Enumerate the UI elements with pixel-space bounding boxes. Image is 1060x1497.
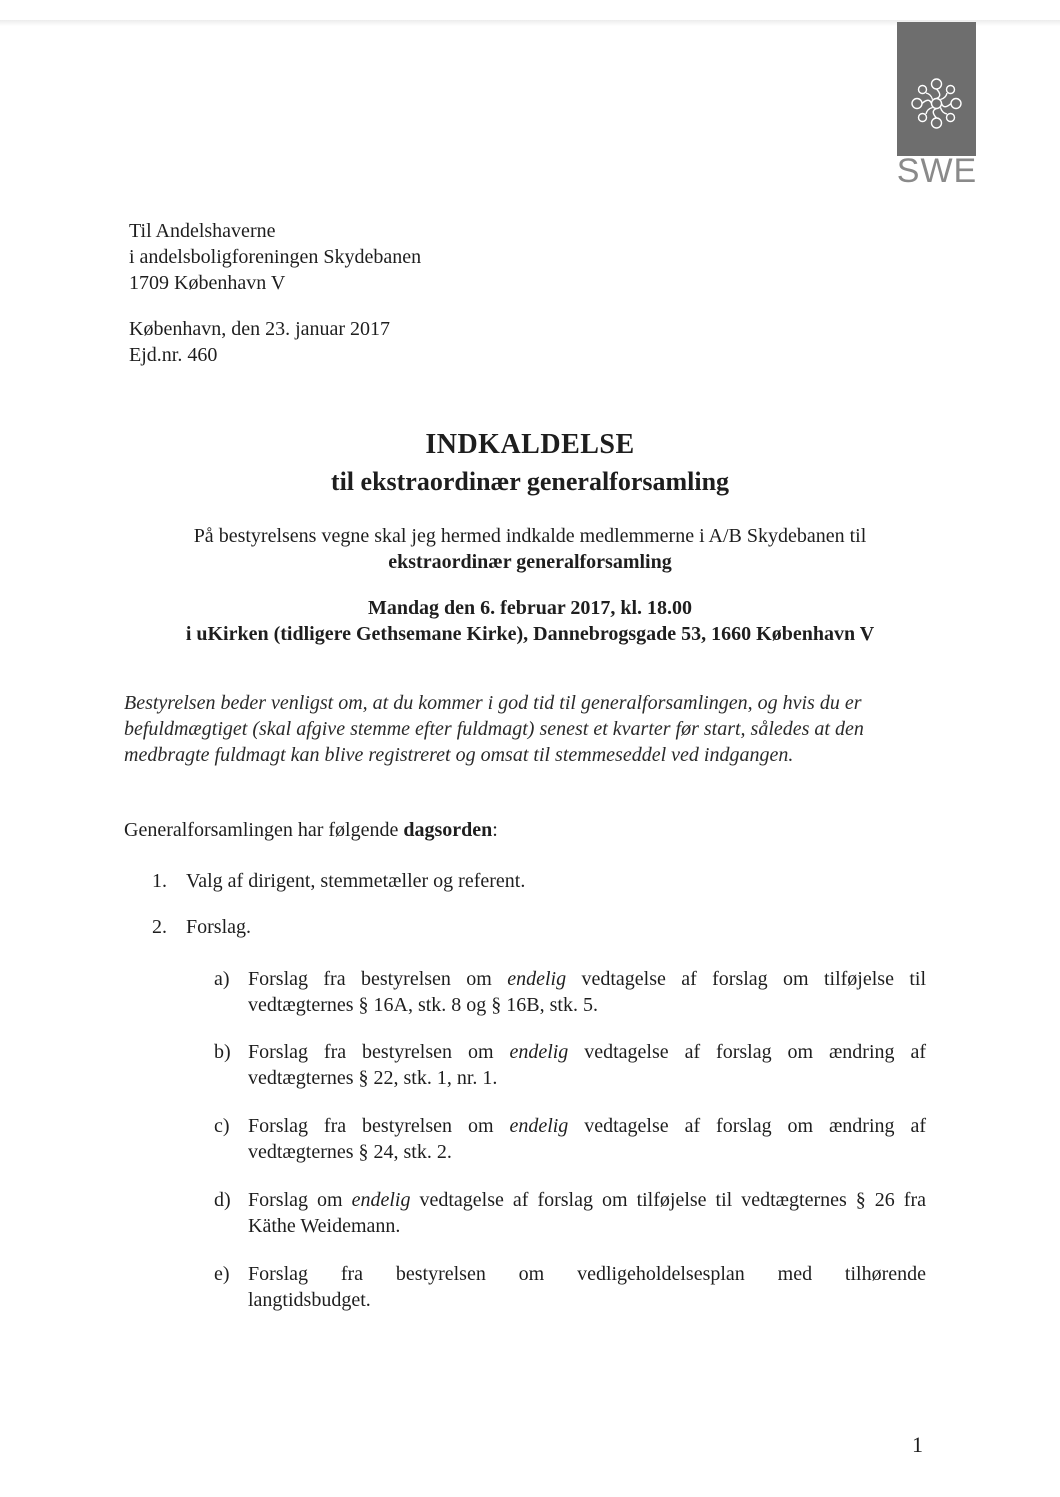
agenda-item-text: Valg af dirigent, stemmetæller og referent. [186, 870, 526, 892]
agenda-item [152, 914, 251, 940]
subitem-text: vedtagelse af forslag om ændring af [568, 1041, 926, 1063]
address-line: Til Andelshaverne [129, 220, 276, 242]
agenda-subitem [214, 1261, 926, 1313]
subitem-line [248, 966, 926, 992]
agenda-subitem [214, 966, 926, 1018]
subitem-line [248, 1187, 926, 1213]
address-line: 1709 København V [129, 272, 286, 294]
address-line: i andelsboligforeningen Skydebanen [129, 246, 422, 268]
intro-paragraph [0, 523, 1060, 575]
date-line: København, den 23. januar 2017 [129, 318, 391, 340]
subitem-text: Forslag fra bestyrelsen om [248, 968, 508, 990]
logo-text: SWE [896, 152, 978, 190]
subitem-letter: a) [214, 968, 230, 990]
subitem-line: vedtægternes § 22, stk. 1, nr. 1. [248, 1067, 498, 1089]
subitem-line: Käthe Weidemann. [248, 1215, 401, 1237]
date-block [129, 316, 390, 368]
agenda-item [152, 868, 525, 894]
subitem-emphasis: endelig [507, 968, 567, 990]
notice-line: medbragte fuldmagt kan blive registreret og omsat til stemmeseddel ved indgangen. [124, 744, 794, 766]
subitem-line [248, 1039, 926, 1065]
subitem-text: Forslag fra bestyrelsen om [248, 1041, 510, 1063]
meeting-datetime: Mandag den 6. februar 2017, kl. 18.00 [367, 597, 693, 619]
agenda-item-number: 1. [152, 870, 167, 892]
agenda-item-number: 2. [152, 916, 167, 938]
subitem-line [248, 1113, 926, 1139]
agenda-heading-end: : [492, 819, 498, 841]
agenda-item-text: Forslag. [186, 916, 251, 938]
subitem-text: Forslag fra bestyrelsen om [248, 1115, 510, 1137]
agenda-heading-text: Generalforsamlingen har følgende [124, 819, 404, 841]
subitem-letter: b) [214, 1041, 231, 1063]
agenda-subitem [214, 1039, 926, 1091]
page-subtitle: til ekstraordinær generalforsamling [330, 467, 730, 496]
subitem-emphasis: endelig [509, 1041, 569, 1063]
agenda-heading-bold: dagsorden [403, 819, 493, 841]
company-logo [897, 22, 976, 156]
subitem-emphasis: endelig [351, 1189, 411, 1211]
recipient-address [129, 218, 421, 296]
agenda-heading [124, 817, 498, 843]
meeting-location: i uKirken (tidligere Gethsemane Kirke), Dannebrogsgade 53, 1660 København V [185, 623, 875, 645]
notice-line: Bestyrelsen beder venligst om, at du kommer i god tid til generalforsamlingen, og hvis du er [124, 692, 862, 714]
subitem-letter: c) [214, 1115, 230, 1137]
agenda-subitem [214, 1187, 926, 1239]
agenda-subitem [214, 1113, 926, 1165]
subitem-text: vedtagelse af forslag om tilføjelse til [566, 968, 927, 990]
subitem-text: Forslag om [248, 1189, 352, 1211]
subitem-text: Forslag fra bestyrelsen om vedligeholdelsesplan med tilhørende [248, 1263, 926, 1285]
page-title: INDKALDELSE [425, 429, 635, 460]
subitem-line [248, 1261, 926, 1287]
subitem-text: vedtagelse af forslag om tilføjelse til vedtægternes § 26 fra [410, 1189, 926, 1211]
page-number: 1 [912, 1432, 923, 1457]
subitem-line: vedtægternes § 16A, stk. 8 og § 16B, stk. 5. [248, 994, 598, 1016]
subitem-line: langtidsbudget. [248, 1289, 371, 1311]
subitem-text: vedtagelse af forslag om ændring af [568, 1115, 926, 1137]
subitem-emphasis: endelig [509, 1115, 569, 1137]
intro-emphasis: ekstraordinær generalforsamling [388, 551, 672, 573]
subitem-line: vedtægternes § 24, stk. 2. [248, 1141, 452, 1163]
notice-paragraph [124, 690, 944, 768]
subitem-letter: e) [214, 1263, 230, 1285]
ornament-icon [905, 72, 968, 135]
notice-line: befuldmægtiget (skal afgive stemme efter fuldmagt) senest et kvarter før start, således at den [124, 718, 864, 740]
meeting-details [0, 595, 1060, 647]
property-number: Ejd.nr. 460 [129, 344, 218, 366]
subitem-letter: d) [214, 1189, 231, 1211]
intro-line: På bestyrelsens vegne skal jeg hermed indkalde medlemmerne i A/B Skydebanen til [193, 525, 867, 547]
